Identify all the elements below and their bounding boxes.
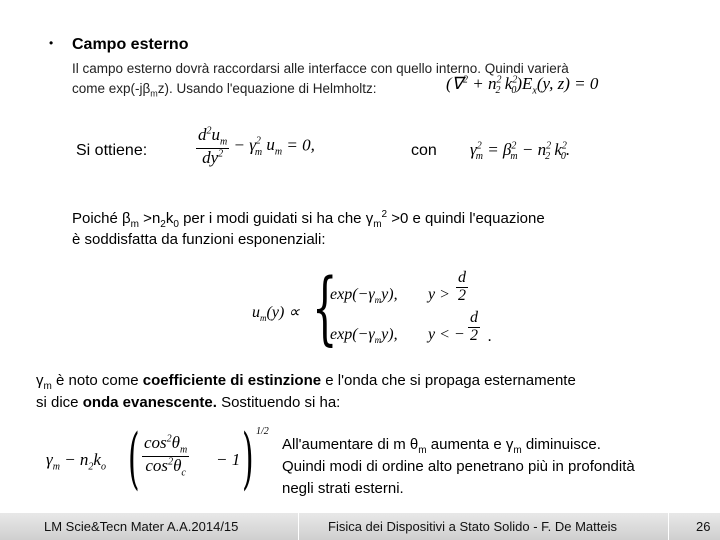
p1-text-b: >n — [139, 210, 161, 227]
intro-text-b: z). Usando l'equazione di Helmholtz: — [157, 81, 377, 96]
p3-text-b: aumenta e γ — [426, 436, 514, 453]
p1-text-e: >0 e quindi l'equazione — [387, 210, 545, 227]
footer-separator-right — [668, 513, 669, 540]
p2-gamma: γ — [36, 372, 44, 389]
p3-text-a: All'aumentare di m θ — [282, 436, 419, 453]
paragraph-higher-modes-line-3: negli strati esterni. — [282, 480, 404, 497]
intro-text-a: come exp(-jβ — [72, 81, 151, 96]
intro-line-1: Il campo esterno dovrà raccordarsi alle interfacce con quello interno. Quindi varierà — [72, 61, 569, 76]
p3-text-c: diminuisce. — [521, 436, 601, 453]
footer-bar — [0, 513, 720, 540]
p2-text-b: è noto come — [51, 372, 143, 389]
p2-text-c: e l'onda che si propaga esternamente — [321, 372, 576, 389]
paragraph-extinction-line-1 — [36, 372, 576, 392]
intro-line-2 — [72, 81, 377, 99]
p1-text-d: per i modi guidati si ha che γ — [178, 210, 374, 227]
p2-bold-evanescent: onda evanescente. — [82, 394, 217, 411]
p1-text-a: Poiché β — [72, 210, 131, 227]
intro-sub-m: m — [150, 88, 158, 99]
p1-sup-2: 2 — [381, 209, 388, 220]
helmholtz-equation: ($\nabla^2 + n^2_2$ $k^2_0)E_x(y$, z) = 0 — [446, 74, 599, 97]
page-number: 26 — [696, 519, 711, 534]
p2-sub-m: m — [43, 381, 52, 392]
ode-equation: $\frac{d^2u_m}{dy^2}$ − $\gamma^2_m$ $u_m = 0$, — [198, 125, 315, 167]
p2-bold-extinction: coefficiente di estinzione — [142, 372, 322, 389]
paragraph-extinction-line-2 — [36, 394, 340, 411]
footer-title: Fisica dei Dispositivi a Stato Solido - F. De Matteis — [328, 519, 617, 534]
paragraph-guided-modes-line-2: è soddisfatta da funzioni esponenziali: — [72, 231, 326, 248]
p1-sub-0: 0 — [173, 219, 179, 230]
paragraph-higher-modes-line-2: Quindi modi di ordine alto penetrano più in profondità — [282, 458, 635, 475]
con-label: con — [411, 142, 437, 159]
section-heading: Campo esterno — [72, 36, 189, 53]
piecewise-equation: $u_m(y)$ ∝ { $\exp(-\gamma_my)$, $\exp(-\gamma_my)$, y > y < − $\frac{d}{2}$ $\frac{d}{2}$ . — [252, 261, 492, 354]
p3-sub-m2: m — [513, 445, 522, 456]
p1-sub-2: 2 — [160, 219, 166, 230]
bullet: • — [49, 36, 54, 50]
paragraph-guided-modes-line-1 — [72, 209, 545, 230]
gamma-result-equation: $\gamma_m - n_2k_o$ ( $\frac{\cos^2\theta_m}{\cos^2\theta_c}$ − 1 ) 1/2 — [46, 420, 269, 497]
p1-text-c: k — [165, 210, 174, 227]
si-ottiene-label: Si ottiene: — [76, 142, 148, 159]
p2-text-e: Sostituendo si ha: — [216, 394, 341, 411]
p1-sub-m: m — [130, 219, 140, 230]
paragraph-higher-modes-line-1 — [282, 436, 601, 456]
p1-sub-m2: m — [373, 219, 382, 230]
gamma-definition-equation: $\gamma^2_m = \beta^2_m - n^2_2$ $k^2_0$. — [470, 140, 571, 163]
p2-text-d: si dice — [36, 394, 83, 411]
p3-sub-m1: m — [418, 445, 427, 456]
footer-separator-left — [298, 513, 299, 540]
footer-course: LM Scie&Tecn Mater A.A.2014/15 — [44, 519, 239, 534]
